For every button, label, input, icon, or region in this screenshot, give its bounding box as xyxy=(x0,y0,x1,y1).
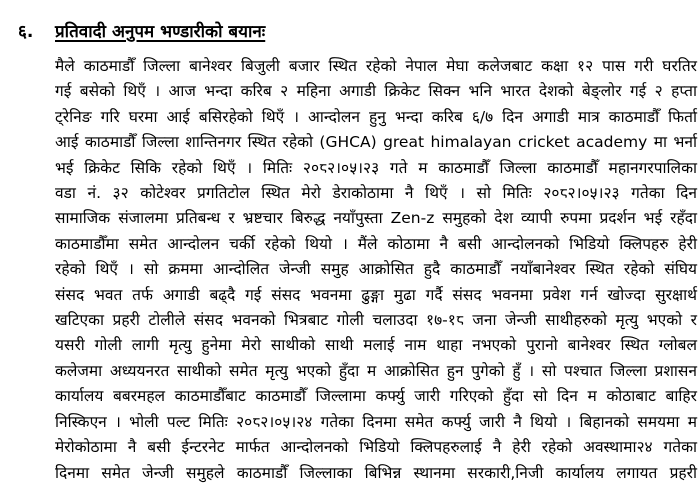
paragraph-line: संसद भवत तर्फ अगाडी बढ्दै गई संसद भवनमा ढुङ्गा मुढा गर्दै संसद भवनमा प्रवेश गर्न खोज्दा सुरक्षार्थ xyxy=(55,285,697,304)
paragraph-line: भई क्रिकेट सिकि रहेको थिएँ । मितिः २०८२।०५।२३ गते म काठमाडौँ जिल्ला काठमाडौँ महानगरपालिका xyxy=(55,158,697,177)
paragraph-line: वडा नं. ३२ कोटेश्वर प्रगतिटोल स्थित मेरो डेराकोठामा नै थिएँ । सो मितिः २०८२।०५।२३ गतेका दिन xyxy=(55,184,697,203)
section-number: ६. xyxy=(18,22,34,42)
paragraph-line: कलेजमा अध्ययनरत साथीको समेत मृत्यु भएको हुँदा म आक्रोसित हुन पुगेको हुँ । सो पश्चात जिल्ला प्रशासन xyxy=(55,361,697,380)
paragraph-line: मैले काठमाडौँ जिल्ला बानेश्वर बिजुली बजार स्थित रहेको नेपाल मेघा कलेजबाट कक्षा १२ पास गरी घरतिर xyxy=(55,57,697,75)
paragraph-line: ट्रेनिङ गरि घरमा आई बसिरहेको थिएँ । आन्दोलन हुनु भन्दा करिब ६/७ दिन अगाडी मात्र काठमाडौँ फिर्ता xyxy=(55,107,697,126)
paragraph-line: रहेको थिएँ । सो क्रममा आन्दोलित जेन्जी समुह आक्रोसित हुदै काठमाडौँ नयाँबानेश्वर स्थित रहेको संघिय xyxy=(55,260,697,279)
paragraph-line: गई बसेको थिएँ । आज भन्दा करिब २ महिना अगाडी क्रिकेट सिक्न भनि भारत देशको बेङ्लोर गई २ हप्ता xyxy=(55,82,697,101)
paragraph-line: निस्किएन । भोली पल्ट मितिः २०८२।०५।२४ गतेका दिनमा समेत कर्फ्यु जारी नै थियो । बिहानको समयमा म xyxy=(55,412,697,431)
statement-paragraph xyxy=(55,54,697,486)
paragraph-line: मेरोकोठामा नै बसी ईन्टरनेट मार्फत आन्दोलनको भिडियो क्लिपहरुलाई नै हेरी रहेको अवस्थामा२४ गतेका xyxy=(55,438,697,457)
paragraph-line: यसरी गोली लागी मृत्यु हुनेमा मेरो साथीको साथी मलाई नाम थाहा नभएको पुरानो बानेश्वर स्थित ग्लोबल xyxy=(55,336,697,355)
paragraph-line: काठमाडौँमा समेत आन्दोलन चर्की रहेको थियो । मैंले कोठामा नै बसी आन्दोलनको भिडियो क्लिपहरु हेरी xyxy=(55,234,697,253)
paragraph-line: सामाजिक संजालमा प्रतिबन्ध र भ्रष्टचार बिरुद्ध नयाँपुस्ता Zen-z समुहको देश व्यापी रुपमा प्रदर्शन भई रहँदा xyxy=(55,209,698,228)
paragraph-line: दिनमा समेत जेन्जी समुहले काठमाडौँ जिल्लाका बिभिन्न स्थानमा सरकारी,निजी कार्यालय लगायत प्रहरी xyxy=(55,463,697,482)
section-heading: प्रतिवादी अनुपम भण्डारीको बयानः xyxy=(55,22,266,42)
section-heading-row xyxy=(18,21,697,43)
paragraph-line: आई काठमाडौँ जिल्ला शान्तिनगर स्थित रहेको (GHCA) great himalayan cricket academy मा भर्ना xyxy=(55,133,697,152)
paragraph-line: खटिएका प्रहरी टोलीले संसद भवनको भित्रबाट गोली चलाउदा १७-१८ जना जेन्जी साथीहरुको मृत्यु भएको र xyxy=(55,311,697,330)
paragraph-line: कार्यालय बबरमहल काठमाडौँबाट काठमाडौँ जिल्लामा कर्फ्यु जारी गरिएको हुँदा सो दिन म कोठाबाट बाहिर xyxy=(55,387,697,406)
